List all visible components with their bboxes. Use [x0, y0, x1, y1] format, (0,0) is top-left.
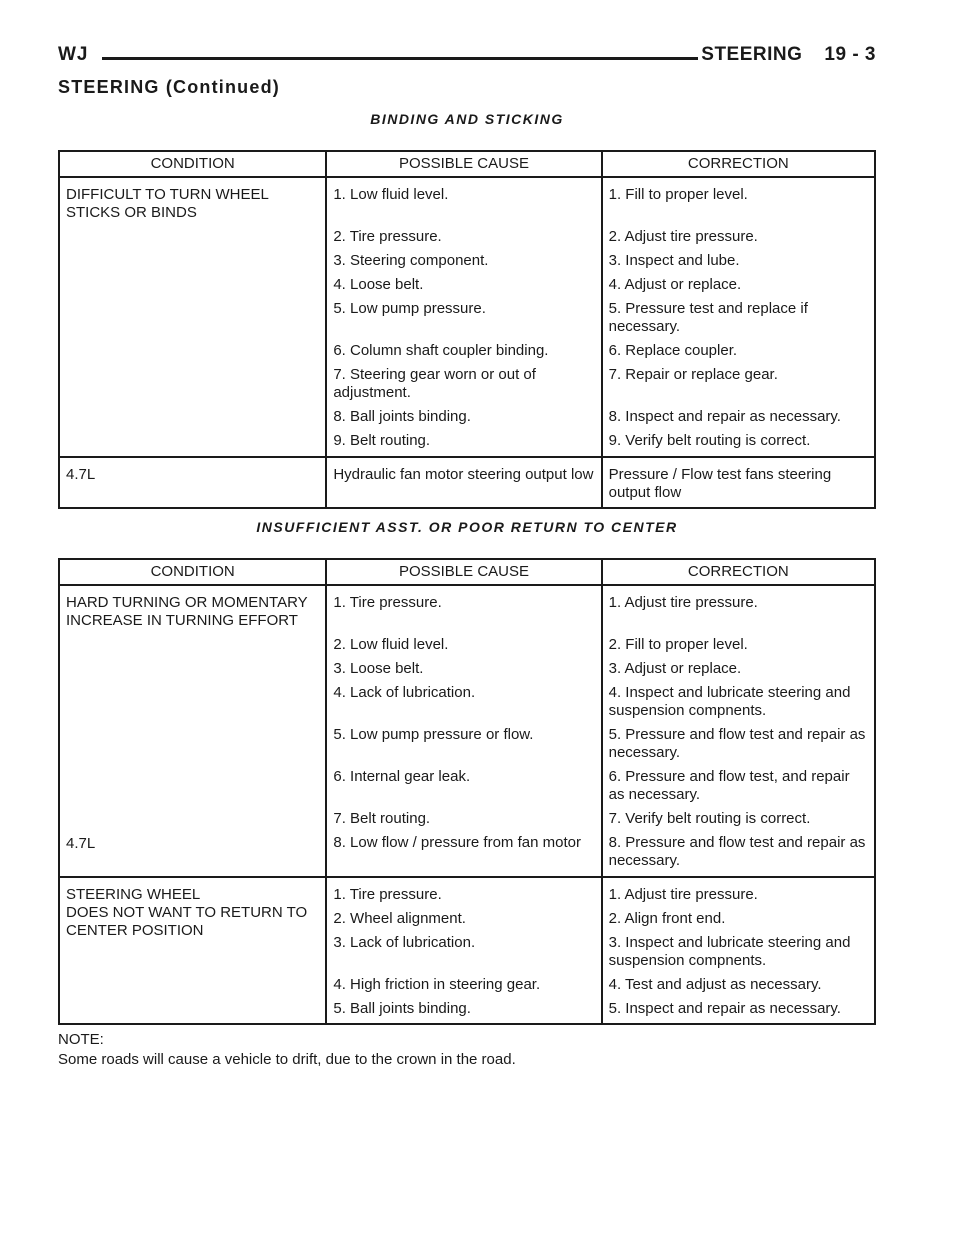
- header-section: STEERING: [701, 44, 803, 65]
- cause-cell: Hydraulic fan motor steering output low: [326, 457, 601, 508]
- col-header-cause: POSSIBLE CAUSE: [326, 151, 601, 177]
- correction-cell: 2. Fill to proper level.: [602, 630, 875, 654]
- correction-cell: 8. Pressure and flow test and repair as necessary.: [602, 828, 875, 877]
- correction-cell: 4. Adjust or replace.: [602, 270, 875, 294]
- table-row: [59, 720, 875, 762]
- condition-cell: [59, 678, 326, 720]
- header-rule: [102, 57, 698, 60]
- table2-title: INSUFFICIENT ASST. OR POOR RETURN TO CENTER: [256, 519, 678, 535]
- cause-cell: 4. High friction in steering gear.: [333, 976, 541, 993]
- table-row: [59, 177, 875, 222]
- correction-cell: 6. Pressure and flow test, and repair as necessary.: [602, 762, 875, 804]
- condition-cell: [59, 270, 326, 294]
- condition-cell: [59, 654, 326, 678]
- note-text: Some roads will cause a vehicle to drift, due to the crown in the road.: [58, 1051, 516, 1068]
- correction-cell: 1. Adjust tire pressure.: [602, 585, 875, 630]
- correction-cell: 9. Verify belt routing is correct.: [602, 426, 875, 457]
- condition-cell: [59, 294, 326, 336]
- condition-cell: [59, 804, 326, 828]
- condition-cell: 4.7L: [59, 457, 326, 508]
- cause-cell: 2. Tire pressure.: [333, 228, 442, 245]
- condition-cell: HARD TURNING OR MOMENTARY INCREASE IN TURNING EFFORT: [59, 585, 326, 630]
- correction-cell: 7. Verify belt routing is correct.: [602, 804, 875, 828]
- header-model: WJ: [58, 44, 89, 65]
- condition-cell: [59, 246, 326, 270]
- cause-cell: 2. Low fluid level.: [333, 636, 449, 653]
- correction-cell: 5. Pressure test and replace if necessary.: [602, 294, 875, 336]
- binding-sticking-table: [58, 150, 876, 509]
- cause-cell: 7. Steering gear worn or out of adjustment.: [333, 366, 536, 401]
- condition-cell: [59, 426, 326, 457]
- cause-cell: 8. Low flow / pressure from fan motor: [333, 834, 581, 851]
- table2-header-row: [59, 559, 875, 585]
- condition-cell: DIFFICULT TO TURN WHEEL STICKS OR BINDS: [59, 177, 326, 222]
- condition-cell: [59, 630, 326, 654]
- col-header-correction: CORRECTION: [602, 559, 875, 585]
- cause-cell: 2. Wheel alignment.: [333, 910, 466, 927]
- table-row: [59, 336, 875, 360]
- correction-cell: 7. Repair or replace gear.: [602, 360, 875, 402]
- correction-cell: 1. Adjust tire pressure.: [602, 877, 875, 904]
- cause-cell: 7. Belt routing.: [333, 810, 431, 827]
- correction-cell: 3. Inspect and lubricate steering and suspension compnents.: [602, 928, 875, 970]
- cause-cell: 8. Ball joints binding.: [333, 408, 471, 425]
- correction-cell: 8. Inspect and repair as necessary.: [602, 402, 875, 426]
- cause-cell: 9. Belt routing.: [333, 432, 431, 449]
- cause-cell: 4. Loose belt.: [333, 276, 424, 293]
- condition-cell: STEERING WHEEL DOES NOT WANT TO RETURN TO CENTER POSITION: [59, 877, 326, 1024]
- correction-cell: 4. Test and adjust as necessary.: [602, 970, 875, 994]
- table-row: [59, 762, 875, 804]
- col-header-condition: CONDITION: [59, 151, 326, 177]
- correction-cell: 3. Adjust or replace.: [602, 654, 875, 678]
- note-label: NOTE:: [58, 1031, 104, 1048]
- correction-cell: 5. Inspect and repair as necessary.: [602, 994, 875, 1024]
- col-header-correction: CORRECTION: [602, 151, 875, 177]
- table-row: [59, 877, 875, 904]
- page-header: [58, 44, 876, 72]
- correction-cell: 3. Inspect and lube.: [602, 246, 875, 270]
- correction-cell: 2. Adjust tire pressure.: [602, 222, 875, 246]
- table-row: [59, 222, 875, 246]
- table-row: [59, 246, 875, 270]
- col-header-cause: POSSIBLE CAUSE: [326, 559, 601, 585]
- correction-cell: Pressure / Flow test fans steering output flow: [602, 457, 875, 508]
- table-row: [59, 294, 875, 336]
- cause-cell: 6. Column shaft coupler binding.: [333, 342, 549, 359]
- table-row: [59, 654, 875, 678]
- table1-title: BINDING AND STICKING: [370, 111, 564, 127]
- cause-cell: 4. Lack of lubrication.: [333, 684, 476, 701]
- condition-cell: [59, 402, 326, 426]
- condition-cell: [59, 720, 326, 762]
- cause-cell: 1. Low fluid level.: [326, 177, 601, 222]
- table-row: [59, 426, 875, 457]
- continued-title: STEERING (Continued): [58, 77, 280, 97]
- cause-cell: 5. Low pump pressure.: [333, 300, 486, 317]
- correction-cell: 1. Fill to proper level.: [602, 177, 875, 222]
- condition-cell: [59, 222, 326, 246]
- table-row: [59, 630, 875, 654]
- header-right: [701, 44, 876, 66]
- cause-cell: 3. Lack of lubrication.: [333, 934, 476, 951]
- correction-cell: 6. Replace coupler.: [602, 336, 875, 360]
- table-row: [59, 360, 875, 402]
- cause-cell: 1. Tire pressure.: [326, 877, 601, 904]
- cause-cell: 5. Ball joints binding.: [326, 994, 601, 1024]
- table-row: [59, 457, 875, 508]
- cause-cell: 3. Loose belt.: [333, 660, 424, 677]
- condition-cell: [59, 336, 326, 360]
- table-row: [59, 402, 875, 426]
- correction-cell: 4. Inspect and lubricate steering and suspension compnents.: [602, 678, 875, 720]
- insufficient-assist-table: [58, 558, 876, 1025]
- table1-header-row: [59, 151, 875, 177]
- table-row: [59, 828, 875, 877]
- table-row: [59, 804, 875, 828]
- correction-cell: 5. Pressure and flow test and repair as necessary.: [602, 720, 875, 762]
- cause-cell: 3. Steering component.: [333, 252, 489, 269]
- cause-cell: 5. Low pump pressure or flow.: [333, 726, 534, 743]
- header-page-number: 19 - 3: [824, 44, 876, 65]
- cause-cell: 1. Tire pressure.: [326, 585, 601, 630]
- table-row: [59, 585, 875, 630]
- condition-cell: [59, 762, 326, 804]
- condition-cell: 4.7L: [59, 828, 326, 877]
- condition-cell: [59, 360, 326, 402]
- table-row: [59, 270, 875, 294]
- table-row: [59, 678, 875, 720]
- col-header-condition: CONDITION: [59, 559, 326, 585]
- cause-cell: 6. Internal gear leak.: [333, 768, 471, 785]
- note-block: [58, 1030, 516, 1070]
- correction-cell: 2. Align front end.: [602, 904, 875, 928]
